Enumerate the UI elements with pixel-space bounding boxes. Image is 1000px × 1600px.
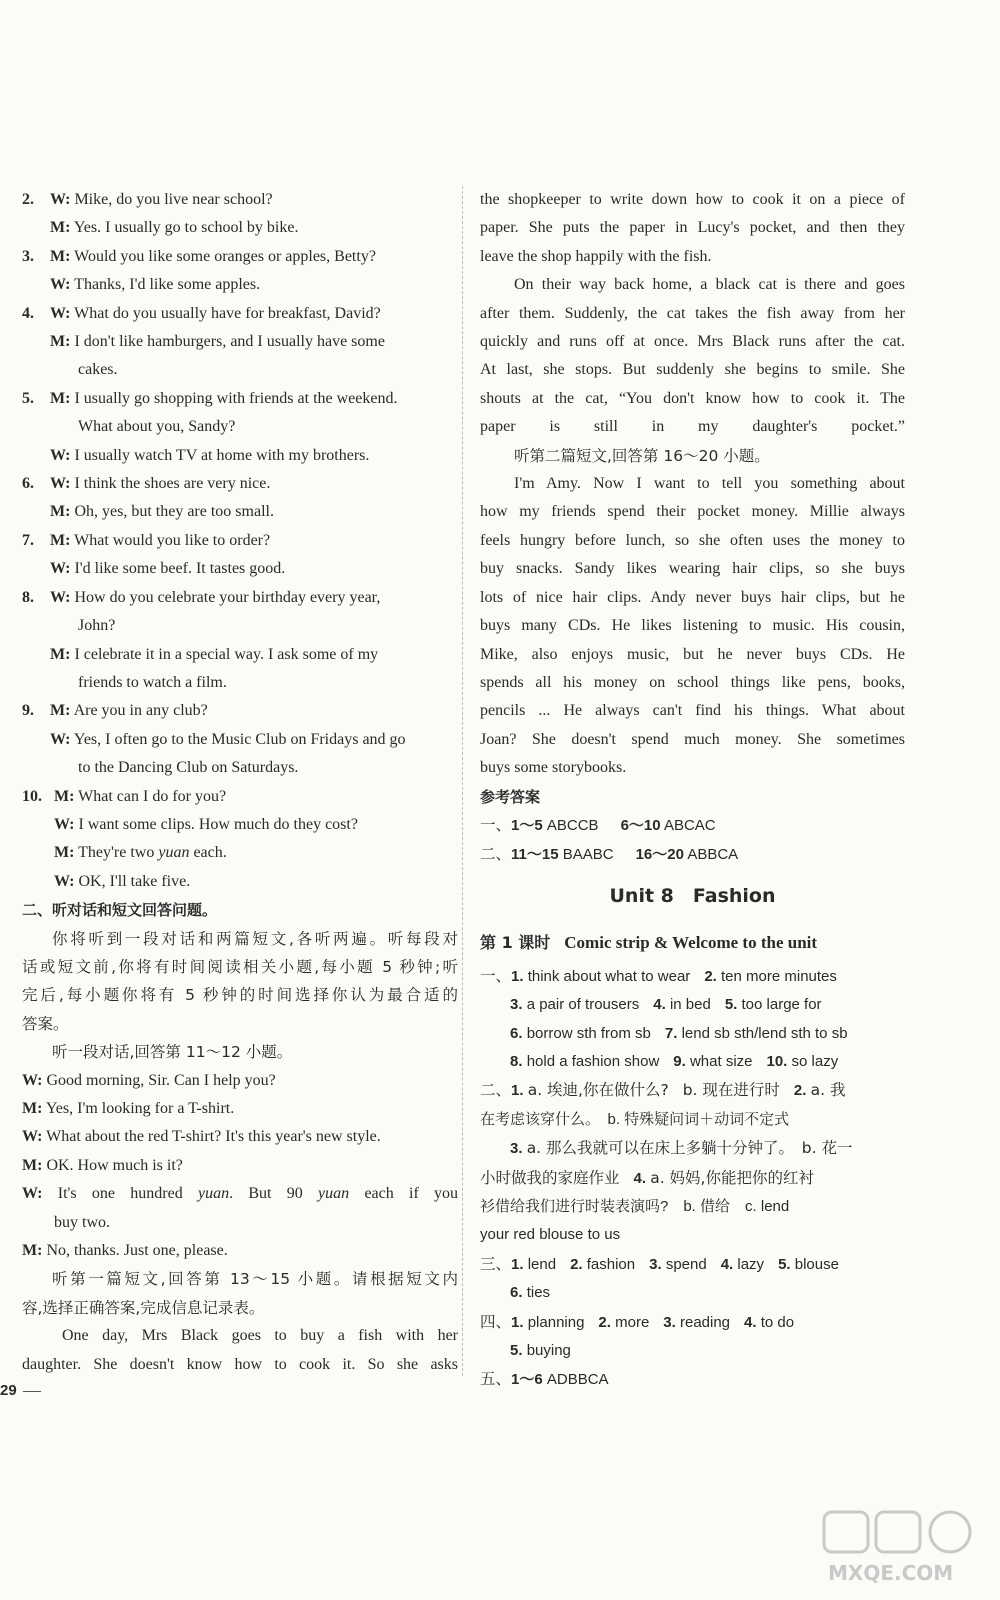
item-number: 1.	[511, 1255, 524, 1273]
item-number: 3.	[663, 1313, 676, 1331]
answer-line	[480, 1337, 905, 1365]
dialogue-text: Yes, I'm looking for a T-shirt.	[45, 1100, 235, 1117]
speaker-label: W:	[54, 872, 75, 890]
answer-line	[480, 1020, 905, 1048]
story-line: shouts at the cat, “You don't know how to cook it. The	[480, 389, 905, 407]
dialogue-line	[22, 555, 458, 583]
instruction-line: 完后,每小题你将有 5 秒钟的时间选择你认为最合适的	[22, 986, 458, 1005]
story-line: the shopkeeper to write down how to cook it on a piece of	[480, 191, 905, 208]
passage-line: buy snacks. Sandy likes wearing hair clips, so she buys	[480, 560, 905, 578]
range: 1～6	[511, 1371, 543, 1389]
lesson-name: Comic strip & Welcome to the unit	[564, 932, 818, 952]
dialogue-line	[22, 697, 458, 725]
question-number: 10.	[22, 787, 42, 805]
answer-line	[480, 1279, 905, 1307]
speaker-label: W:	[22, 1128, 43, 1146]
speaker-label: M:	[50, 531, 71, 549]
speaker-label: M:	[50, 219, 71, 237]
question-number: 7.	[22, 531, 34, 549]
answer-line	[480, 1250, 905, 1279]
speaker-label: M:	[50, 645, 71, 663]
dialogue-continuation: buy two.	[54, 1213, 110, 1231]
answer-line	[480, 962, 905, 991]
speaker-label: M:	[22, 1100, 43, 1117]
item-text: reading	[679, 1313, 731, 1331]
speaker-label: W:	[50, 276, 71, 294]
dialogue-line	[22, 1152, 458, 1180]
dialogue-line	[22, 584, 458, 612]
item-text: ten more minutes	[721, 967, 837, 985]
speaker-label: W:	[22, 1185, 43, 1203]
range: 6～10	[620, 816, 661, 834]
speaker-label: W:	[50, 304, 71, 322]
dialogue-text: Yes. I usually go to school by bike.	[73, 219, 299, 237]
passage-line: feels hungry before lunch, so she often uses the money to	[480, 531, 905, 549]
range: 11～15	[511, 846, 559, 864]
dialogue-text: They're two	[78, 844, 155, 862]
dialogue-line	[22, 868, 458, 896]
dialogue-line	[22, 243, 458, 271]
item-text: hold a fashion show	[526, 1052, 660, 1070]
watermark-text: MXQE.COM	[828, 1561, 954, 1585]
story-line: On their way back home, a black cat is there and goes	[514, 276, 905, 294]
dialogue-text: Oh, yes, but they are too small.	[74, 503, 274, 521]
dialogue-line	[22, 300, 458, 328]
dialogue-continuation: friends to watch a film.	[78, 673, 227, 691]
answers-heading: 参考答案	[480, 787, 541, 806]
section-label: 一、	[480, 815, 512, 834]
section-label: 四、	[480, 1312, 512, 1331]
item-text: lazy	[737, 1255, 765, 1273]
dialogue-text: Good morning, Sir. Can I help you?	[46, 1071, 276, 1089]
question-number: 6.	[22, 475, 34, 493]
answer-key-line	[480, 811, 905, 840]
speaker-label: W:	[50, 446, 71, 464]
right-column	[480, 186, 905, 1395]
dialogue-text: What about the red T-shirt? It's this year's new style.	[46, 1128, 381, 1146]
passage-line: how my friends spend their pocket money. Millie always	[480, 503, 905, 521]
answers: ABCAC	[663, 816, 716, 834]
dialogue-text: I want some clips. How much do they cost?	[78, 815, 358, 833]
item-number: 8.	[510, 1052, 523, 1070]
currency-word: yuan	[318, 1185, 350, 1203]
speaker-label: M:	[50, 333, 71, 351]
listening-prompt: 听第二篇短文,回答第 16～20 小题。	[514, 446, 770, 465]
item-text: think about what to wear	[527, 967, 691, 985]
passage-line: pencils ... He always can't find his things. What about	[480, 702, 905, 720]
speaker-label: M:	[54, 787, 75, 805]
dialogue-text: What would you like to order?	[74, 531, 271, 549]
answer-line	[480, 991, 905, 1019]
dialogue-text: What can I do for you?	[78, 787, 227, 805]
dialogue-text: I'd like some beef. It tastes good.	[74, 560, 286, 578]
dialogue-line	[22, 470, 458, 498]
speaker-label: W:	[54, 815, 75, 833]
dialogue-text: each.	[193, 844, 227, 862]
item-number: 4.	[720, 1255, 734, 1273]
answers: ABBCA	[687, 846, 739, 864]
item-number: 2.	[570, 1255, 583, 1273]
section-label: 二、	[480, 1081, 512, 1100]
item-text: borrow sth from sb	[526, 1024, 651, 1042]
passage-line: Mike, also enjoys music, but he never buys CDs. He	[480, 645, 905, 663]
dialogue-line	[22, 385, 458, 413]
item-text: lend sb sth/lend sth to sb	[681, 1024, 848, 1042]
item-text: in bed	[669, 996, 711, 1014]
item-number: 2.	[598, 1313, 611, 1331]
item-number: 2.	[793, 1082, 807, 1100]
speaker-label: W:	[50, 191, 71, 208]
dialogue-text: Are you in any club?	[73, 702, 208, 720]
story-line: One day, Mrs Black goes to buy a fish with her	[62, 1327, 458, 1345]
question-number: 8.	[22, 588, 34, 606]
story-line: At last, she stops. But suddenly she begins to smile. She	[480, 361, 905, 379]
dialogue-line	[22, 442, 458, 470]
speaker-label: M:	[54, 844, 75, 862]
answer-line	[480, 1048, 905, 1076]
item-text: a. 埃迪,你在做什么?	[527, 1081, 669, 1100]
story-line: daughter. She doesn't know how to cook it. So she asks	[22, 1355, 458, 1373]
dialogue-line	[22, 271, 458, 299]
dialogue-text: I usually watch TV at home with my brothers.	[74, 446, 370, 464]
story-line: paper is still in my daughter's pocket.”	[480, 418, 905, 436]
answers: BAABC	[562, 846, 614, 864]
item-text: lend	[527, 1255, 557, 1273]
item-number: 10.	[766, 1052, 788, 1070]
item-number: 6.	[510, 1284, 523, 1302]
dialogue-text: Thanks, I'd like some apples.	[74, 276, 261, 294]
dialogue-line	[22, 214, 458, 242]
dialogue-line	[22, 811, 458, 839]
item-text: to do	[760, 1313, 795, 1331]
dialogue-line	[22, 1095, 458, 1123]
item-number: 4.	[653, 996, 666, 1014]
item-text: blouse	[794, 1255, 839, 1273]
item-text: buying	[526, 1342, 571, 1360]
dialogue-text: each if you	[364, 1185, 459, 1203]
item-number: 1.	[511, 1082, 524, 1100]
story-line: after them. Suddenly, the cat takes the fish away from her	[480, 304, 905, 322]
instruction-line: 话或短文前,你将有时间阅读相关小题,每小题 5 秒钟;听	[22, 957, 458, 976]
dialogue-text: OK. How much is it?	[46, 1156, 183, 1174]
speaker-label: M:	[22, 1156, 43, 1174]
section-label: 一、	[480, 966, 512, 985]
item-text: planning	[527, 1313, 585, 1331]
dialogue-line	[22, 186, 458, 214]
range: 1～5	[511, 816, 543, 834]
item-number: 1.	[511, 967, 524, 985]
answer-key-line	[480, 1365, 905, 1394]
dialogue-continuation: to the Dancing Club on Saturdays.	[78, 759, 299, 777]
dialogue-text: Yes, I often go to the Music Club on Fridays and go	[73, 730, 406, 748]
answer-line	[480, 1164, 905, 1193]
lesson-title	[480, 928, 905, 958]
item-text: so lazy	[791, 1052, 839, 1070]
dialogue-line	[22, 641, 458, 669]
dialogue-line	[22, 726, 458, 754]
item-text: a. 那么我就可以在床上多躺十分钟了。 b. 花一	[526, 1139, 853, 1158]
dialogue-continuation: cakes.	[78, 361, 118, 379]
speaker-label: M:	[50, 702, 71, 720]
item-number: 5.	[510, 1342, 523, 1360]
dialogue-line	[22, 783, 458, 811]
item-number: 4.	[744, 1313, 757, 1331]
speaker-label: W:	[50, 560, 71, 578]
item-number: 6.	[510, 1024, 523, 1042]
passage-line: lots of nice hair clips. Andy never buys hair clips, but he	[480, 588, 905, 606]
dialogue-text: No, thanks. Just one, please.	[46, 1242, 228, 1260]
section-label: 三、	[480, 1254, 512, 1273]
passage-line: buys some storybooks.	[480, 759, 627, 777]
item-text: 小时做我的家庭作业	[480, 1168, 620, 1187]
item-number: 3.	[649, 1255, 662, 1273]
speaker-label: M:	[50, 503, 71, 521]
item-number: 1.	[511, 1313, 524, 1331]
story-line: paper. She puts the paper in Lucy's pocket, and then they	[480, 219, 905, 237]
speaker-label: M:	[50, 389, 71, 407]
column-divider	[462, 186, 463, 1376]
range: 16～20	[635, 846, 684, 864]
speaker-label: W:	[50, 588, 71, 606]
instruction-line: 答案。	[22, 1014, 69, 1033]
currency-word: yuan	[197, 1185, 230, 1203]
dialogue-text: Mike, do you live near school?	[74, 191, 273, 208]
dialogue-line	[22, 527, 458, 555]
item-text: a. 妈妈,你能把你的红衬	[650, 1168, 814, 1187]
listening-prompt: 听一段对话,回答第 11～12 小题。	[52, 1043, 293, 1062]
watermark-logo	[820, 1508, 980, 1588]
question-number: 5.	[22, 389, 34, 407]
item-text: ties	[526, 1284, 551, 1302]
item-number: 3.	[510, 1140, 523, 1158]
item-text: too large for	[741, 996, 822, 1014]
item-text: what size	[689, 1052, 753, 1070]
answer-line: 在考虑该穿什么。 b. 特殊疑问词＋动词不定式	[480, 1110, 790, 1128]
item-number: 2.	[704, 967, 717, 985]
dialogue-text: Would you like some oranges or apples, Betty?	[74, 247, 376, 265]
answer-line: 衫借给我们进行时装表演吗? b. 借给 c. lend	[480, 1198, 790, 1215]
item-number: 3.	[510, 996, 523, 1014]
section-label: 五、	[480, 1370, 512, 1389]
dialogue-text: What do you usually have for breakfast, David?	[74, 304, 381, 322]
item-number: 5.	[724, 996, 738, 1014]
dialogue-text: I celebrate it in a special way. I ask some of my	[74, 645, 379, 663]
answer-key-line	[480, 840, 905, 869]
answers: ADBBCA	[546, 1371, 609, 1389]
listening-prompt: 容,选择正确答案,完成信息记录表。	[22, 1298, 265, 1317]
dialogue-continuation: What about you, Sandy?	[78, 418, 236, 436]
dialogue-line	[22, 1123, 458, 1151]
item-text: fashion	[586, 1255, 636, 1273]
listening-prompt: 听第一篇短文,回答第 13～15 小题。请根据短文内	[52, 1270, 458, 1289]
instruction-line: 你将听到一段对话和两篇短文,各听两遍。听每段对	[52, 929, 458, 948]
speaker-label: M:	[50, 247, 71, 265]
dialogue-text: It's one hundred	[57, 1185, 183, 1203]
answer-line	[480, 1076, 905, 1105]
dialogue-text: OK, I'll take five.	[78, 872, 191, 890]
dialogue-text: How do you celebrate your birthday every year,	[74, 588, 381, 606]
item-number: 5.	[778, 1255, 791, 1273]
lesson-number: 第 1 课时	[480, 932, 551, 952]
page-number: 29	[0, 1382, 41, 1399]
passage-line: buys many CDs. He likes listening to music. His cousin,	[480, 617, 905, 635]
dialogue-line	[22, 498, 458, 526]
speaker-label: W:	[50, 730, 71, 748]
item-text: a pair of trousers	[526, 996, 640, 1014]
question-number: 4.	[22, 304, 34, 322]
question-number: 3.	[22, 247, 34, 265]
unit-title: Unit 8 Fashion	[609, 884, 776, 907]
item-text: a. 我	[810, 1081, 846, 1100]
story-line: quickly and runs off at once. Mrs Black runs after the cat.	[480, 333, 905, 351]
section-heading: 二、听对话和短文回答问题。	[22, 901, 218, 920]
story-line: leave the shop happily with the fish.	[480, 247, 712, 265]
item-text: more	[615, 1313, 650, 1331]
item-text: spend	[665, 1255, 707, 1273]
answer-line: your red blouse to us	[480, 1226, 621, 1244]
dialogue-line	[22, 1237, 458, 1265]
passage-line: spends all his money on school things like pens, books,	[480, 673, 905, 691]
answers: ABCCB	[546, 816, 599, 834]
passage-line: I'm Amy. Now I want to tell you something about	[514, 475, 905, 493]
passage-line: Joan? She doesn't spend much money. She sometimes	[480, 730, 905, 748]
question-number: 2.	[22, 191, 34, 208]
speaker-label: M:	[22, 1242, 43, 1260]
speaker-label: W:	[22, 1071, 43, 1089]
item-text: b. 现在进行时	[682, 1081, 780, 1100]
answer-line	[480, 1308, 905, 1337]
answer-line	[480, 1134, 905, 1163]
item-number: 9.	[673, 1052, 686, 1070]
dialogue-line	[22, 1067, 458, 1095]
section-label: 二、	[480, 845, 512, 864]
dialogue-line	[22, 1180, 458, 1208]
item-number: 4.	[633, 1169, 647, 1187]
currency-word: yuan	[158, 844, 190, 862]
dialogue-text: I don't like hamburgers, and I usually have some	[74, 333, 385, 351]
question-number: 9.	[22, 702, 34, 720]
dialogue-text: I think the shoes are very nice.	[74, 475, 271, 493]
dialogue-line	[22, 839, 458, 867]
dialogue-text: . But 90	[229, 1185, 303, 1203]
dialogue-line	[22, 328, 458, 356]
left-column	[22, 186, 458, 1379]
dialogue-text: I usually go shopping with friends at the weekend.	[74, 389, 398, 407]
item-number: 7.	[664, 1024, 678, 1042]
dialogue-continuation: John?	[78, 617, 116, 635]
speaker-label: W:	[50, 475, 71, 493]
